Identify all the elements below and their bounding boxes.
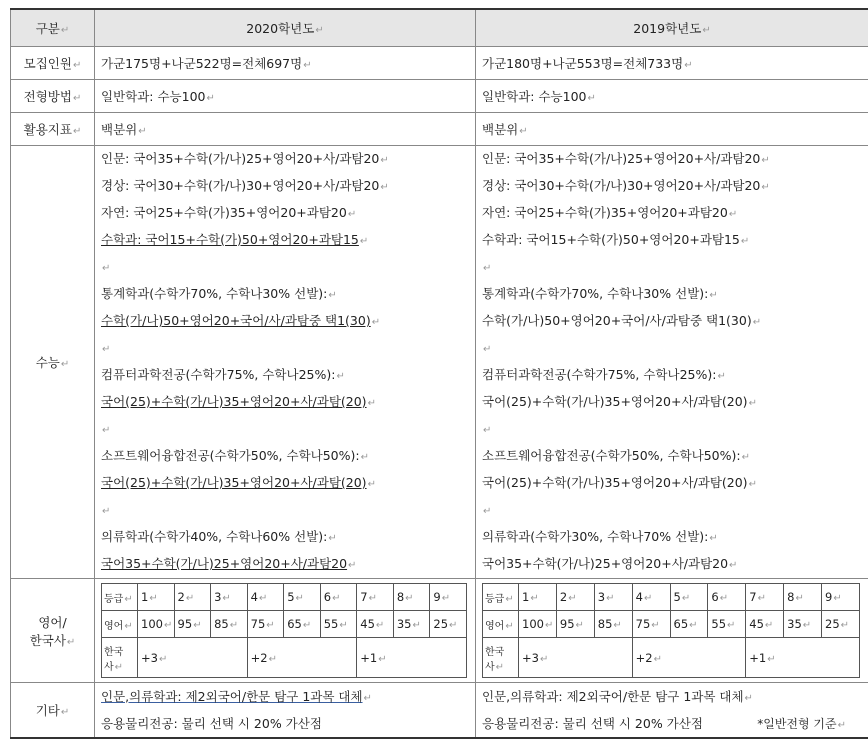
score-cell: 85↵ [594, 611, 632, 638]
csat-2020-line: ↵ [102, 263, 111, 274]
csat-2019-line: ↵ [483, 263, 492, 274]
score-cell: 75↵ [247, 611, 284, 638]
row-label-index: 활용지표↵ [11, 113, 95, 146]
csat-2020-line: 국어(25)+수학(가/나)35+영어20+사/과탐(20)↵ [101, 394, 376, 409]
csat-2020-line: 통계학과(수학가70%, 수학나30% 선발):↵ [101, 286, 337, 301]
history-bonus-cell: +1↵ [746, 638, 860, 678]
history-bonus-row [483, 638, 860, 678]
cell-2019-csat [476, 146, 868, 579]
csat-2019-line: 국어(25)+수학(가/나)35+영어20+사/과탐(20)↵ [482, 394, 757, 409]
score-cell: 35↵ [393, 611, 430, 638]
grade-cell: 6↵ [320, 584, 357, 611]
table-row-recruit [11, 47, 868, 80]
history-bonus-cell: +3↵ [519, 638, 633, 678]
score-cell: 65↵ [284, 611, 321, 638]
score-cell: 25↵ [822, 611, 860, 638]
csat-2020-line: 경상: 국어30+수학(가/나)30+영어20+사/과탐20↵ [101, 178, 389, 193]
grade-cell: 8↵ [784, 584, 822, 611]
english-score-row [483, 611, 860, 638]
row-label-english-history [11, 579, 95, 683]
cell-2019-recruit: 가군180명+나군553명=전체733명↵ [476, 47, 868, 80]
history-label: 한국 사↵ [483, 638, 519, 678]
table-row-other [11, 683, 868, 738]
score-cell: 55↵ [708, 611, 746, 638]
score-cell: 100↵ [519, 611, 557, 638]
row-label-method: 전형방법↵ [11, 80, 95, 113]
grade-cell: 9↵ [822, 584, 860, 611]
grade-cell: 6↵ [708, 584, 746, 611]
header-2020: 2020학년도↵ [95, 9, 476, 47]
grade-cell: 7↵ [357, 584, 394, 611]
history-bonus-cell: +2↵ [632, 638, 746, 678]
score-cell: 55↵ [320, 611, 357, 638]
csat-2020-line: 국어35+수학(가/나)25+영어20+사/과탐20↵ [101, 556, 357, 571]
cell-2020-index: 백분위↵ [95, 113, 476, 146]
csat-2019-line: ↵ [483, 344, 492, 355]
csat-2019-line: 자연: 국어25+수학(가)35+영어20+과탐20↵ [482, 205, 738, 220]
row-label-other: 기타↵ [11, 683, 95, 738]
history-label: 한국 사↵ [102, 638, 138, 678]
csat-2019-line: 수학과: 국어15+수학(가)50+영어20+과탐15↵ [482, 232, 750, 247]
grade-cell: 7↵ [746, 584, 784, 611]
grade-cell: 8↵ [393, 584, 430, 611]
cell-2019-index: 백분위↵ [476, 113, 868, 146]
history-bonus-cell: +1↵ [357, 638, 467, 678]
other-2019-line: 인문,의류학과: 제2외국어/한문 탐구 1과목 대체↵ [482, 688, 753, 704]
csat-2020-line: 컴퓨터과학전공(수학가75%, 수학나25%):↵ [101, 367, 345, 382]
cell-2020-other [95, 683, 476, 738]
score-cell: 85↵ [211, 611, 248, 638]
header-2019: 2019학년도↵ [476, 9, 868, 47]
grade-cell: 4↵ [247, 584, 284, 611]
score-cell: 35↵ [784, 611, 822, 638]
table-row-index [11, 113, 868, 146]
csat-2020-line: 수학과: 국어15+수학(가)50+영어20+과탐15↵ [101, 232, 369, 247]
history-bonus-row [102, 638, 467, 678]
label-history: 한국사↵ [29, 632, 76, 648]
score-cell: 95↵ [556, 611, 594, 638]
footnote: *일반전형 기준↵ [757, 717, 846, 731]
csat-2020-line: 국어(25)+수학(가/나)35+영어20+사/과탐(20)↵ [101, 475, 376, 490]
csat-2020-line: ↵ [102, 344, 111, 355]
history-bonus-cell: +2↵ [247, 638, 357, 678]
csat-2019-line: 국어(25)+수학(가/나)35+영어20+사/과탐(20)↵ [482, 475, 757, 490]
grade-cell: 3↵ [594, 584, 632, 611]
grade-cell: 4↵ [632, 584, 670, 611]
grade-cell: 3↵ [211, 584, 248, 611]
score-cell: 95↵ [174, 611, 211, 638]
csat-2020-line: ↵ [102, 425, 111, 436]
csat-2020-line: ↵ [102, 506, 111, 517]
csat-2019-line: 경상: 국어30+수학(가/나)30+영어20+사/과탐20↵ [482, 178, 770, 193]
grade-label: 등급↵ [102, 584, 138, 611]
row-label-recruit: 모집인원↵ [11, 47, 95, 80]
english-label: 영어↵ [483, 611, 519, 638]
csat-2019-line: 국어35+수학(가/나)25+영어20+사/과탐20↵ [482, 556, 738, 571]
table-header-row [11, 9, 868, 47]
grade-cell: 9↵ [430, 584, 467, 611]
grade-table-2020 [101, 583, 467, 678]
table-row-csat [11, 146, 868, 579]
score-cell: 45↵ [357, 611, 394, 638]
csat-2019-line: 의류학과(수학가30%, 수학나70% 선발):↵ [482, 529, 718, 544]
cell-2020-csat [95, 146, 476, 579]
csat-2019-line: 컴퓨터과학전공(수학가75%, 수학나25%):↵ [482, 367, 726, 382]
grade-cell: 1↵ [519, 584, 557, 611]
grade-cell: 5↵ [284, 584, 321, 611]
grade-row [483, 584, 860, 611]
csat-2020-line: 의류학과(수학가40%, 수학나60% 선발):↵ [101, 529, 337, 544]
score-cell: 25↵ [430, 611, 467, 638]
english-score-row [102, 611, 467, 638]
admission-table [10, 8, 868, 739]
cell-2019-method: 일반학과: 수능100↵ [476, 80, 868, 113]
grade-label: 등급↵ [483, 584, 519, 611]
csat-2020-line: 수학(가/나)50+영어20+국어/사/과탐중 택1(30)↵ [101, 313, 381, 328]
grade-cell: 2↵ [174, 584, 211, 611]
grade-cell: 5↵ [670, 584, 708, 611]
other-2019-line: 응용물리전공: 물리 선택 시 20% 가산점 [482, 715, 703, 731]
table-row-method [11, 80, 868, 113]
grade-table-2019 [482, 583, 860, 678]
header-category: 구분↵ [11, 9, 95, 47]
score-cell: 100↵ [138, 611, 175, 638]
csat-2020-line: 자연: 국어25+수학(가)35+영어20+과탐20↵ [101, 205, 357, 220]
csat-2019-line: 소프트웨어융합전공(수학가50%, 수학나50%):↵ [482, 448, 750, 463]
label-english: 영어/ [38, 614, 67, 630]
grade-row [102, 584, 467, 611]
csat-2019-line: ↵ [483, 506, 492, 517]
csat-2019-line: ↵ [483, 425, 492, 436]
csat-2019-line: 수학(가/나)50+영어20+국어/사/과탐중 택1(30)↵ [482, 313, 762, 328]
cell-2020-method: 일반학과: 수능100↵ [95, 80, 476, 113]
english-label: 영어↵ [102, 611, 138, 638]
grade-cell: 2↵ [556, 584, 594, 611]
score-cell: 65↵ [670, 611, 708, 638]
csat-2019-line: 통계학과(수학가70%, 수학나30% 선발):↵ [482, 286, 718, 301]
other-2020-line: 인문,의류학과: 제2외국어/한문 탐구 1과목 대체↵ [101, 688, 372, 704]
table-row-english-history [11, 579, 868, 683]
other-2020-line: 응용물리전공: 물리 선택 시 20% 가산점 [101, 715, 322, 731]
csat-2020-line: 소프트웨어융합전공(수학가50%, 수학나50%):↵ [101, 448, 369, 463]
cell-2019-english-history [476, 579, 868, 683]
cell-2020-english-history [95, 579, 476, 683]
cell-2020-recruit: 가군175명+나군522명=전체697명↵ [95, 47, 476, 80]
grade-cell: 1↵ [138, 584, 175, 611]
history-bonus-cell: +3↵ [138, 638, 248, 678]
score-cell: 45↵ [746, 611, 784, 638]
row-label-csat: 수능↵ [11, 146, 95, 579]
score-cell: 75↵ [632, 611, 670, 638]
csat-2020-line: 인문: 국어35+수학(가/나)25+영어20+사/과탐20↵ [101, 151, 389, 166]
csat-2019-line: 인문: 국어35+수학(가/나)25+영어20+사/과탐20↵ [482, 151, 770, 166]
